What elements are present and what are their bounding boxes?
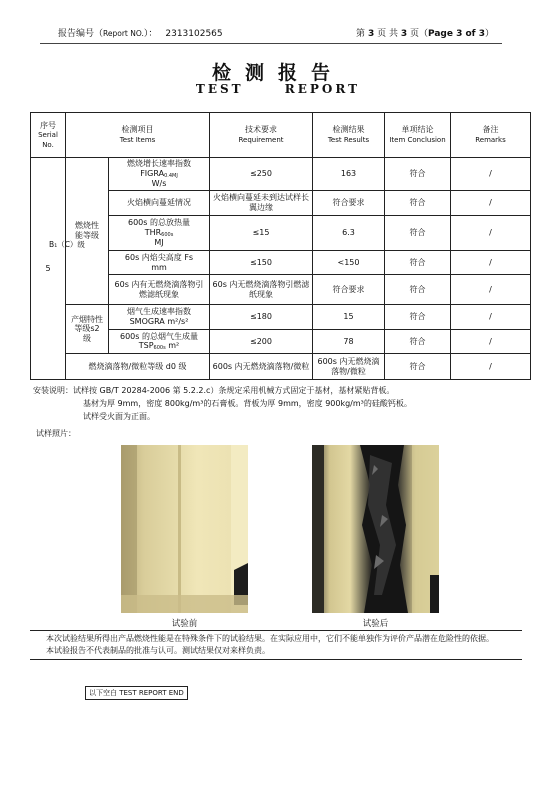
report-number-value: 2313102565 <box>165 29 223 39</box>
requirement-cell: ≤200 <box>210 330 313 354</box>
report-end-marker: 以下空白 TEST REPORT END <box>85 686 188 700</box>
specimen-photo-before <box>121 445 248 613</box>
item-cell: 烟气生成速率指数 SMOGRA m²/s² <box>109 305 210 330</box>
conclusion-cell: 符合 <box>385 305 451 330</box>
item-cell: 燃烧滴落物/微粒等级 d0 级 <box>66 354 210 380</box>
class-label: B₁（C）级 <box>49 240 85 249</box>
conclusion-cell: 符合 <box>385 330 451 354</box>
result-cell: <150 <box>313 251 385 275</box>
item-cell: 燃烧增长速率指数 $FIGRA_{0.4MJ}$ W/s <box>109 158 210 191</box>
result-cell: 600s 内无燃烧滴落物/微粒 <box>313 354 385 380</box>
requirement-cell: ≤150 <box>210 251 313 275</box>
item-cell: 火焰横向蔓延情况 <box>109 191 210 216</box>
serial-cell: 5 <box>31 158 66 380</box>
conclusion-cell: 符合 <box>385 275 451 305</box>
header-test-results: 检测结果 Test Results <box>313 113 385 158</box>
requirement-cell: ≤15 <box>210 216 313 251</box>
installation-notes: 安装说明：试样按 GB/T 20284-2006 第 5.2.2.c）条规定采用机械方式固定于基材，基材紧贴背板。 基材为厚 9mm，密度 800kg/m³的石膏板。背板为厚 9mm，密度 900kg/m³的硅酸钙板。 试样受火面为正面。 <box>33 386 412 421</box>
test-results-table <box>30 112 531 380</box>
header-remarks: 备注 Remarks <box>451 113 531 158</box>
header-divider <box>40 43 502 44</box>
photo-caption-after: 试验后 <box>362 619 389 629</box>
remark-cell: / <box>451 354 531 380</box>
result-cell: 78 <box>313 330 385 354</box>
table-row <box>31 158 531 191</box>
page-indicator: 第 3 页 共 3 页（Page 3 of 3） <box>356 29 494 39</box>
remark-cell: / <box>451 191 531 216</box>
specimen-photo-after <box>312 445 439 613</box>
item-cell: 60s 内有无燃烧滴落物引燃滤纸现象 <box>109 275 210 305</box>
table-header-row <box>31 113 531 158</box>
header-serial: 序号 Serial No. <box>31 113 66 158</box>
requirement-cell: ≤180 <box>210 305 313 330</box>
specimen-after-image <box>312 445 439 613</box>
header-test-items: 检测项目 Test Items <box>66 113 210 158</box>
conclusion-cell: 符合 <box>385 251 451 275</box>
requirement-cell: 60s 内无燃烧滴落物引燃滤纸现象 <box>210 275 313 305</box>
requirement-cell: 火焰横向蔓延未到达试样长翼边缘 <box>210 191 313 216</box>
disclaimer-line-1: 本次试验结果所得出产品燃烧性能是在特殊条件下的试验结果。在实际应用中，它们不能单独作为评价产品潜在危险性的依据。 <box>46 634 494 643</box>
remark-cell: / <box>451 158 531 191</box>
photo-section-label: 试样照片： <box>36 429 76 438</box>
requirement-cell: 600s 内无燃烧滴落物/微粒 <box>210 354 313 380</box>
result-cell: 163 <box>313 158 385 191</box>
group-smoke-class: 产烟特性等级s2 级 <box>66 305 109 354</box>
report-title-cn: 检测报告 <box>211 62 344 84</box>
report-number: 报告编号（Report NO.）： 2313102565 <box>58 29 223 39</box>
disclaimer-notes <box>30 630 522 660</box>
result-cell: 15 <box>313 305 385 330</box>
installation-label: 安装说明： <box>33 386 73 395</box>
conclusion-cell: 符合 <box>385 354 451 380</box>
remark-cell: / <box>451 330 531 354</box>
remark-cell: / <box>451 275 531 305</box>
result-cell: 符合要求 <box>313 191 385 216</box>
result-cell: 符合要求 <box>313 275 385 305</box>
header-requirement: 技术要求 Requirement <box>210 113 313 158</box>
conclusion-cell: 符合 <box>385 158 451 191</box>
conclusion-cell: 符合 <box>385 216 451 251</box>
conclusion-cell: 符合 <box>385 191 451 216</box>
header-item-conclusion: 单项结论 Item Conclusion <box>385 113 451 158</box>
report-title-en: TEST REPORT <box>195 82 361 96</box>
remark-cell: / <box>451 216 531 251</box>
remark-cell: / <box>451 305 531 330</box>
photo-caption-before: 试验前 <box>171 619 198 629</box>
disclaimer-line-2: 本试验报告不代表制品的批准与认可。测试结果仅对来样负责。 <box>46 645 270 655</box>
item-cell: 60s 内焰尖高度 Fs mm <box>109 251 210 275</box>
result-cell: 6.3 <box>313 216 385 251</box>
requirement-cell: ≤250 <box>210 158 313 191</box>
item-cell: 600s 的总放热量 $THR_{600s}$ MJ <box>109 216 210 251</box>
item-cell: 600s 的总烟气生成量 $TSP_{600s}$ m² <box>109 330 210 354</box>
specimen-before-image <box>121 445 248 613</box>
table-row <box>31 354 531 380</box>
remark-cell: / <box>451 251 531 275</box>
group-combustion-class: 燃烧性能等级 B₁（C）级 <box>66 158 109 305</box>
table-row <box>31 305 531 330</box>
